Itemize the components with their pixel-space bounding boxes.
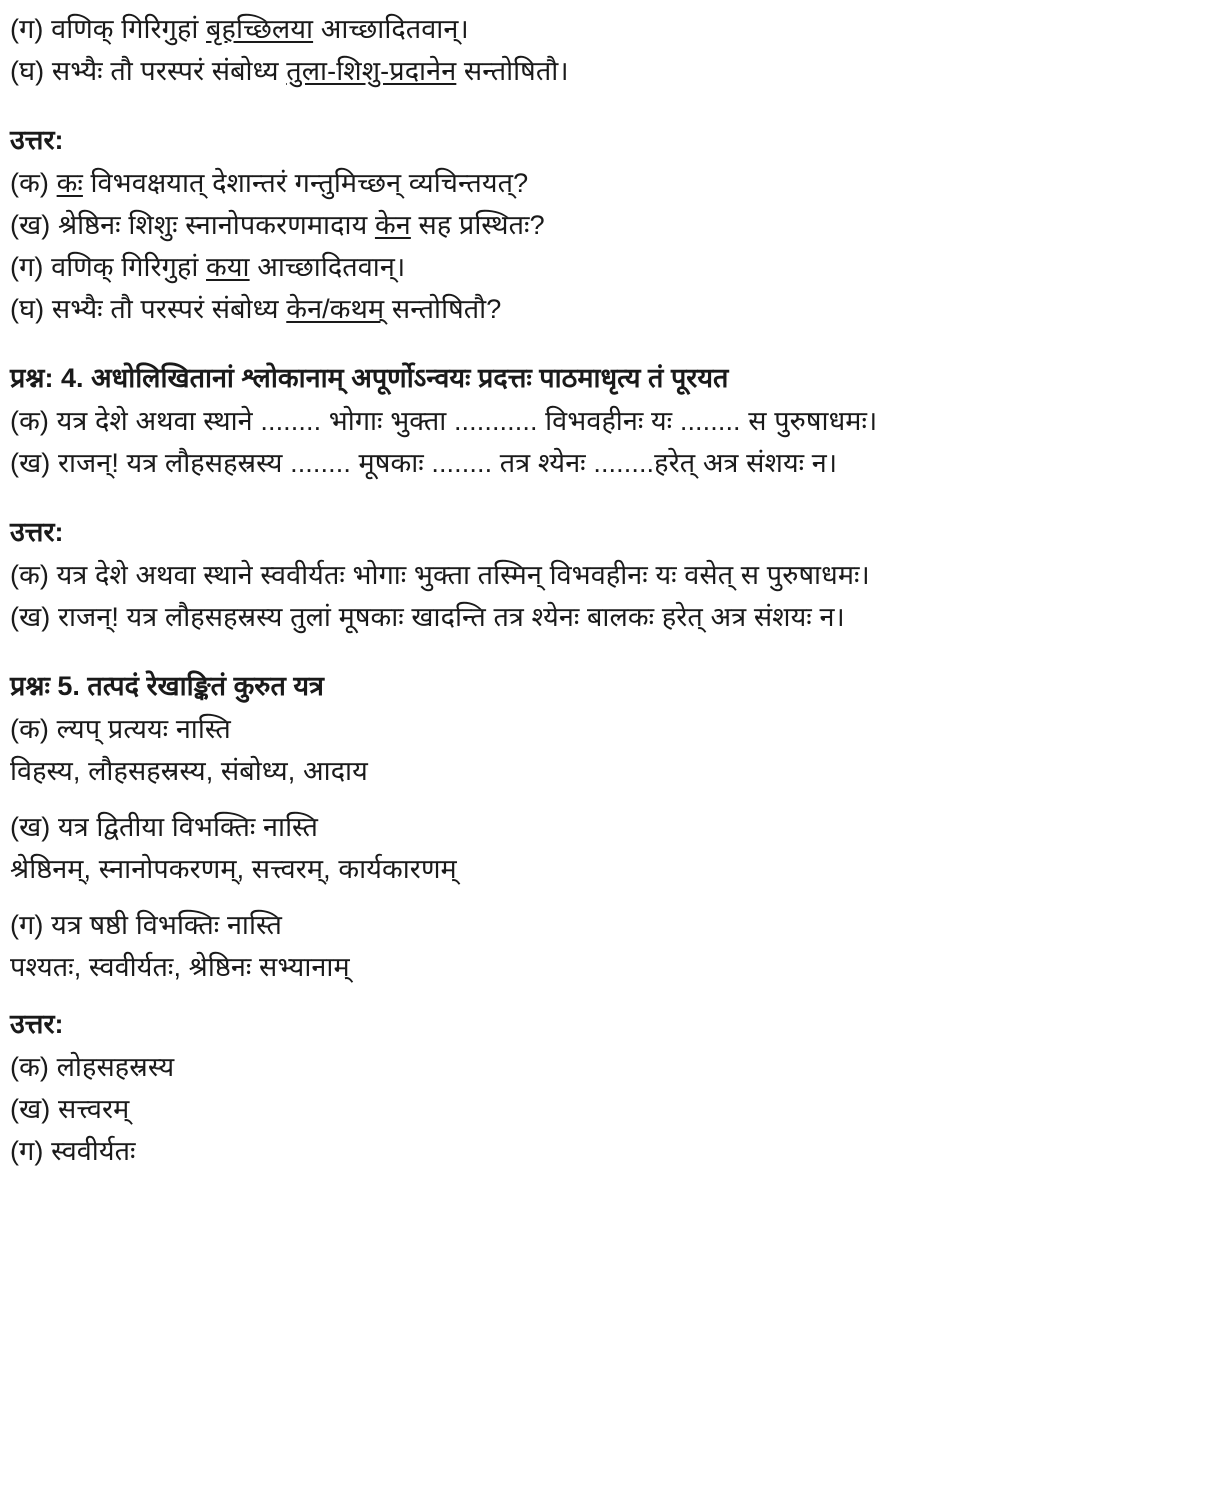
question4-kha: (ख) राजन्! यत्र लौहसहस्रस्य ........ मूषकाः ........ तत्र श्येनः ........हरेत् अत्र संशयः न। — [10, 448, 838, 478]
question5-ga: (ग) यत्र षष्ठी विभक्तिः नास्ति — [10, 910, 283, 940]
spacer-5 — [10, 792, 1196, 806]
spacer-7 — [10, 988, 1196, 1002]
underlined-term: केन — [374, 210, 411, 240]
question5-ka-options: विहस्य, लौहसहस्रस्य, संबोध्य, आदाय — [10, 756, 368, 786]
answer4-kha: (ख) राजन्! यत्र लौहसहस्रस्य तुलां मूषकाः खादन्ति तत्र श्येनः बालकः हरेत् अत्र संशयः न। — [10, 602, 845, 632]
spacer-6 — [10, 890, 1196, 904]
spacer-2 — [10, 330, 1196, 356]
answer5-ka: (क) लोहसहस्रस्य — [10, 1052, 175, 1082]
answer3-kha: (ख) श्रेष्ठिनः शिशुः स्नानोपकरणमादाय केन सह प्रस्थितः? — [10, 210, 545, 240]
underlined-term: तुला-शिशु-प्रदानेन — [286, 56, 457, 86]
answer5-kha: (ख) सत्त्वरम् — [10, 1094, 130, 1124]
answer4-ka: (क) यत्र देशे अथवा स्थाने स्ववीर्यतः भोगाः भुक्ता तस्मिन् विभवहीनः यः वसेत् स पुरुषाधमः। — [10, 560, 870, 590]
spacer-3 — [10, 484, 1196, 510]
question-5-heading: प्रश्नः 5. तत्पदं रेखाङ्कितं कुरुत यत्र — [10, 671, 324, 701]
question-4-heading: प्रश्न: 4. अधोलिखितानां श्लोकानाम् अपूर्णोऽन्वयः प्रदत्तः पाठमाधृत्य तं पूरयत — [10, 363, 729, 393]
document-content — [10, 8, 1196, 1172]
question5-kha-options: श्रेष्ठिनम्, स्नानोपकरणम्, सत्त्वरम्, कार्यकारणम् — [10, 854, 457, 884]
underlined-term: बृहच्छिलया — [206, 14, 314, 44]
underlined-term: केन/कथम् — [286, 294, 385, 324]
question5-ga-options: पश्यतः, स्ववीर्यतः, श्रेष्ठिनः सभ्यानाम् — [10, 952, 350, 982]
answer-label-3: उत्तर: — [10, 1009, 64, 1039]
answer3-ka: (क) कः विभवक्षयात् देशान्तरं गन्तुमिच्छन् व्यचिन्तयत्? — [10, 168, 529, 198]
question5-kha: (ख) यत्र द्वितीया विभक्तिः नास्ति — [10, 812, 319, 842]
answer3-gha: (घ) सभ्यैः तौ परस्परं संबोध्य केन/कथम् सन्तोषितौ? — [10, 294, 502, 324]
spacer-4 — [10, 638, 1196, 664]
question5-ka: (क) ल्यप् प्रत्ययः नास्ति — [10, 714, 231, 744]
question3-option-gha: (घ) सभ्यैः तौ परस्परं संबोध्य तुला-शिशु-प्रदानेन सन्तोषितौ। — [10, 56, 569, 86]
answer-label-1: उत्तर: — [10, 125, 64, 155]
spacer-1 — [10, 92, 1196, 118]
answer5-ga: (ग) स्ववीर्यतः — [10, 1136, 136, 1166]
answer3-ga: (ग) वणिक् गिरिगुहां कया आच्छादितवान्। — [10, 252, 406, 282]
question3-option-ga: (ग) वणिक् गिरिगुहां बृहच्छिलया आच्छादितवान्। — [10, 14, 469, 44]
question4-ka: (क) यत्र देशे अथवा स्थाने ........ भोगाः भुक्ता ........... विभवहीनः यः ........ स पुरुषाधमः। — [10, 406, 878, 436]
answer-label-2: उत्तर: — [10, 517, 64, 547]
underlined-term: कः — [56, 168, 83, 198]
underlined-term: कया — [206, 252, 250, 282]
